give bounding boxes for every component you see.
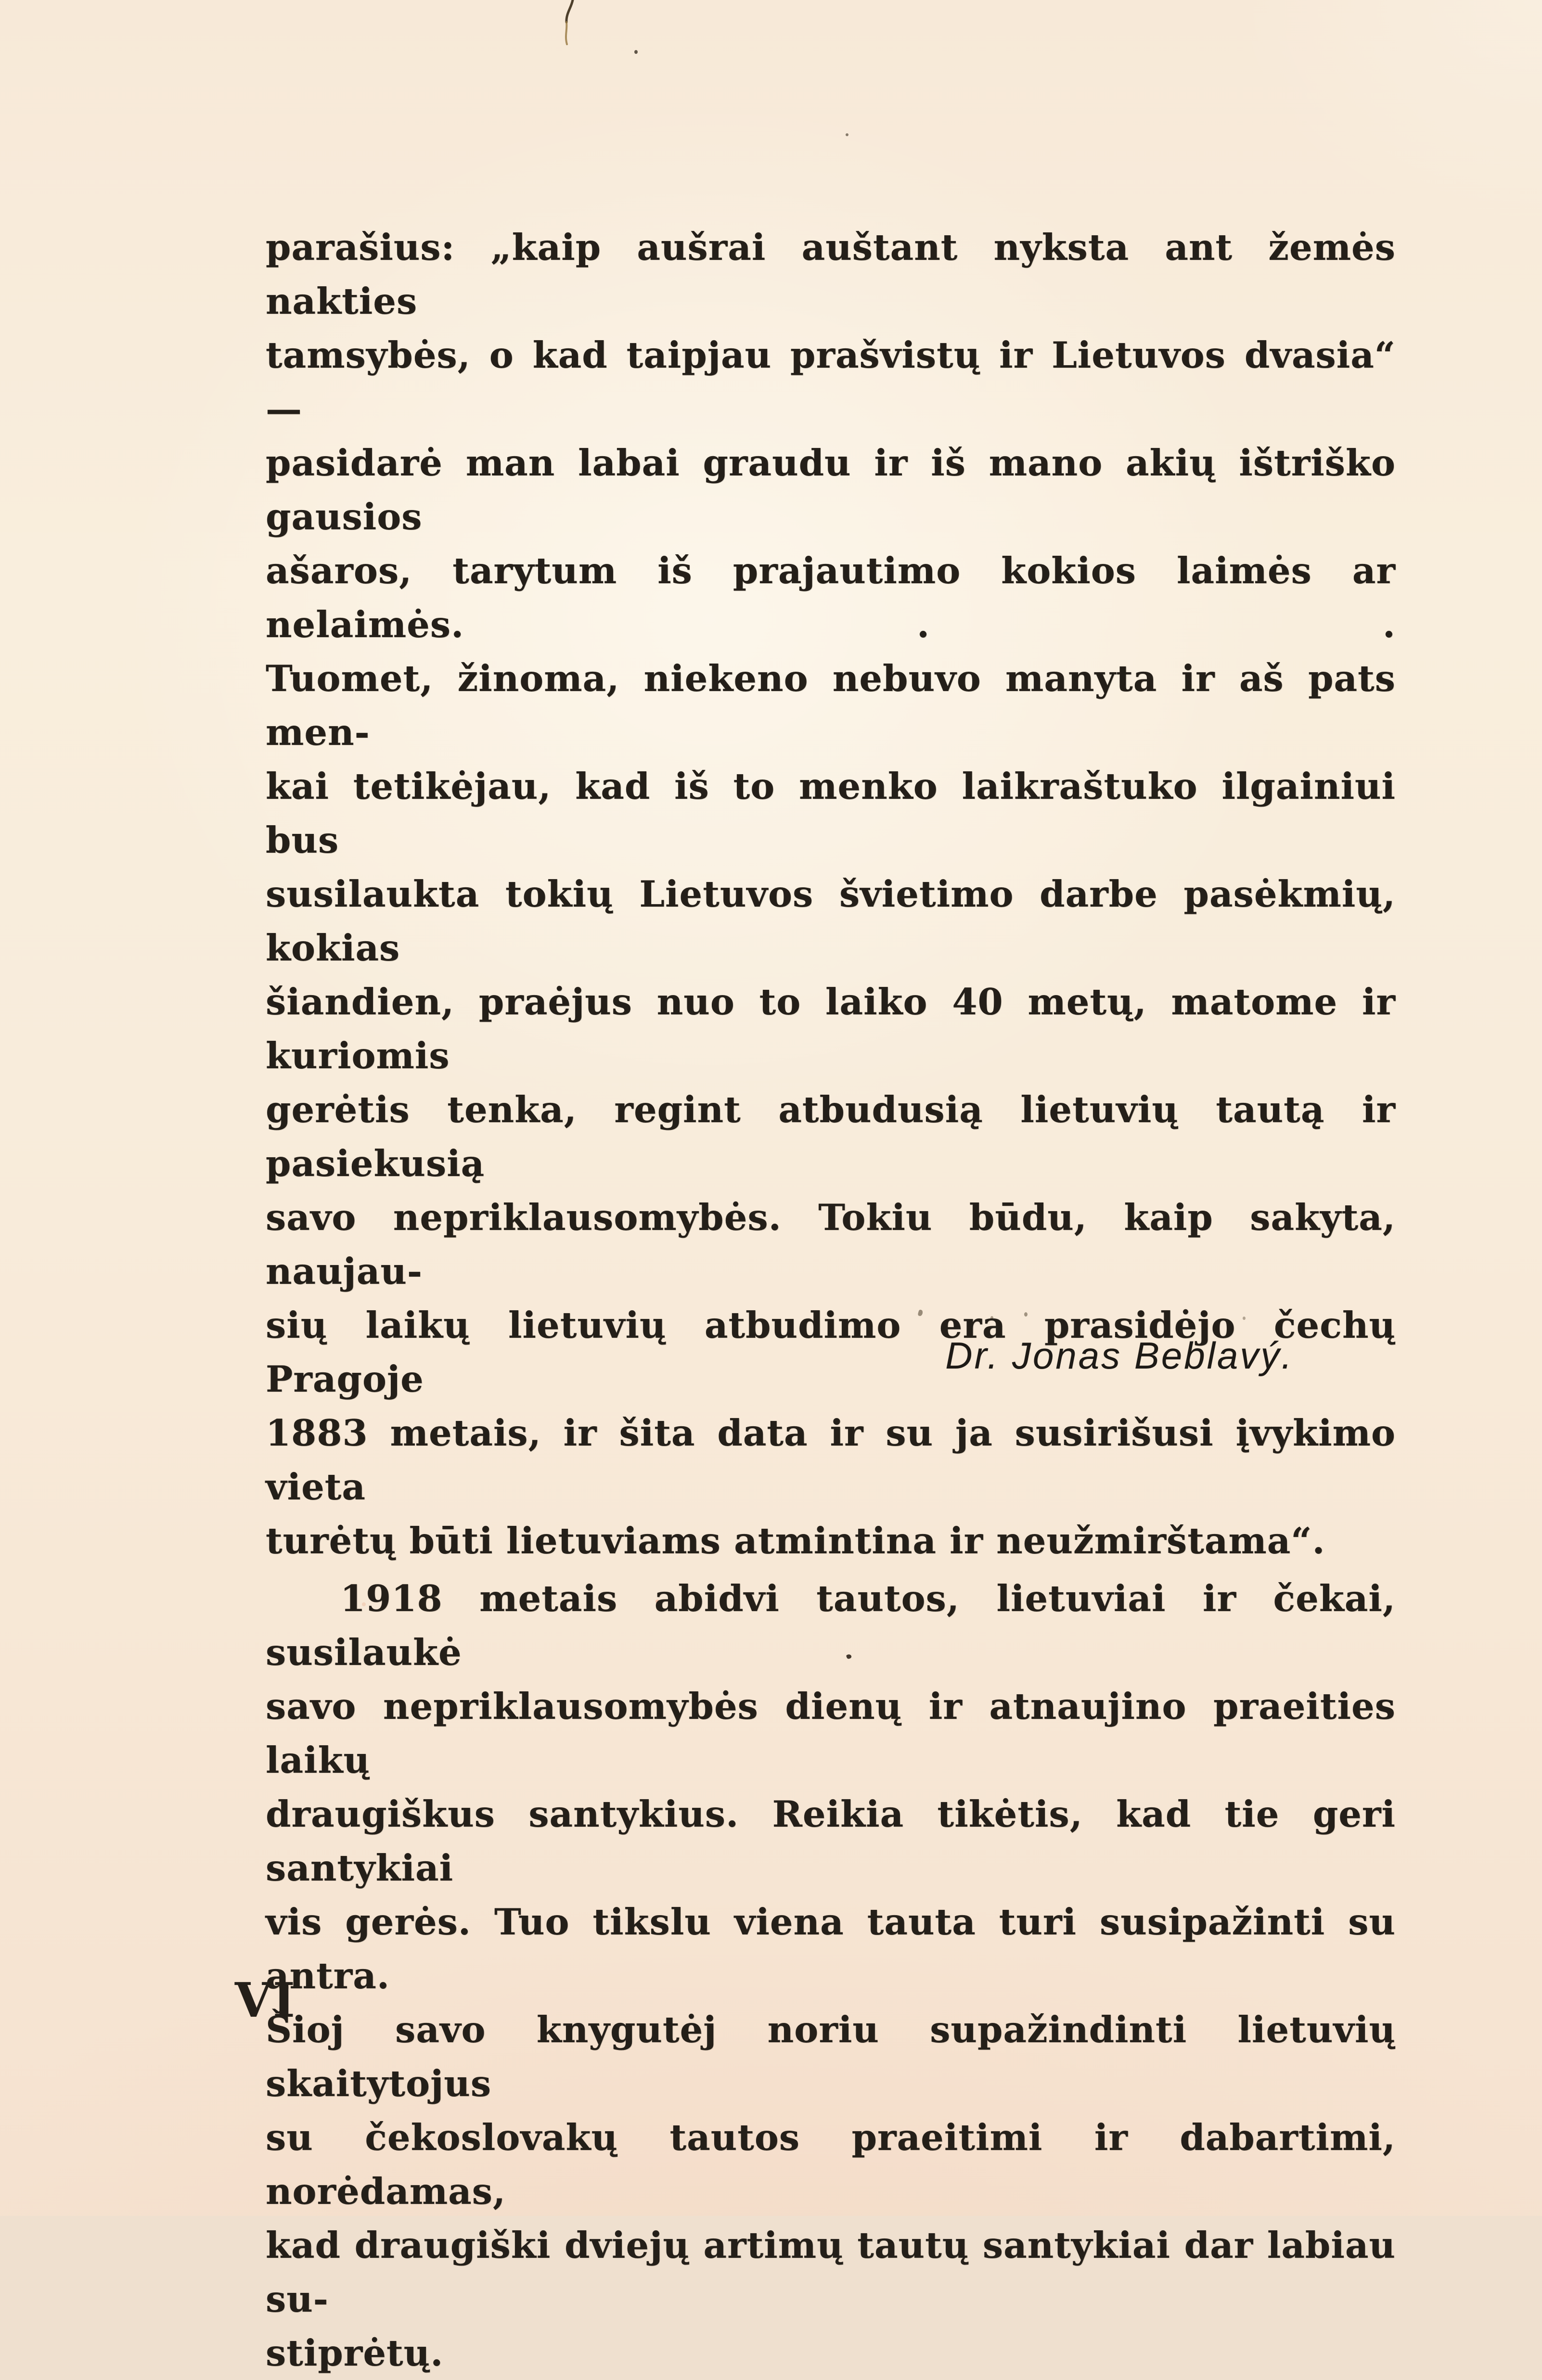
scan-hair-artifact [553, 0, 587, 51]
text-line: 1918 metais abidvi tautos, lietuviai ir čekai, susilaukė [266, 1577, 1396, 1674]
text-line: 1883 metais, ir šita data ir su ja susirišusi įvykimo vieta [266, 1412, 1396, 1508]
text-line: draugiškus santykius. Reikia tikėtis, kad tie geri santykiai [266, 1793, 1396, 1889]
text-line: savo nepriklausomybės dienų ir atnaujino praeities laikų [266, 1685, 1396, 1781]
text-line: tamsybės, o kad taipjau prašvistų ir Lietuvos dvasia“ — [266, 334, 1396, 430]
text-line: vis gerės. Tuo tikslu viena tauta turi susipažinti su antra. [266, 1901, 1396, 1997]
text-line: susilaukta tokių Lietuvos švietimo darbe pasėkmių, kokias [266, 873, 1396, 969]
text-line: sių laikų lietuvių atbudimo era prasidėjo čechų Pragoje [266, 1304, 1396, 1400]
text-line: Šioj savo knygutėj noriu supažindinti lietuvių skaitytojus [266, 2009, 1396, 2105]
author-signature: Dr. Jonas Beblavý. [945, 1334, 1294, 1377]
text-line: pasidarė man labai graudu ir iš mano akių ištriško gausios [266, 442, 1396, 538]
text-line: savo nepriklausomybės. Tokiu būdu, kaip sakyta, naujau- [266, 1196, 1396, 1292]
scan-speck [634, 50, 638, 54]
text-line: Tuomet, žinoma, niekeno nebuvo manyta ir aš pats men- [266, 657, 1396, 754]
text-line: kai tetikėjau, kad iš to menko laikraštuko ilgainiui bus [266, 765, 1396, 861]
text-line: turėtų būti lietuviams atmintina ir neužmirštama“. [266, 1520, 1325, 1562]
scan-speck [846, 133, 848, 136]
text-line: kad draugiški dviejų artimų tautų santykiai dar labiau su- [266, 2224, 1396, 2320]
page-number: VI [235, 1973, 296, 2028]
text-line: gerėtis tenka, regint atbudusią lietuvių tautą ir pasiekusią [266, 1088, 1396, 1185]
text-line: šiandien, praėjus nuo to laiko 40 metų, matome ir kuriomis [266, 981, 1396, 1077]
text-line: parašius: „kaip aušrai auštant nyksta ant žemės nakties [266, 226, 1396, 322]
text-line: su čekoslovakų tautos praeitimi ir dabartimi, norėdamas, [266, 2116, 1396, 2213]
body-text-block [266, 220, 1396, 2380]
text-line: stiprėtų. [266, 2332, 444, 2374]
text-line: ašaros, tarytum iš prajautimo kokios laimės ar nelaimės. . . [266, 550, 1396, 646]
